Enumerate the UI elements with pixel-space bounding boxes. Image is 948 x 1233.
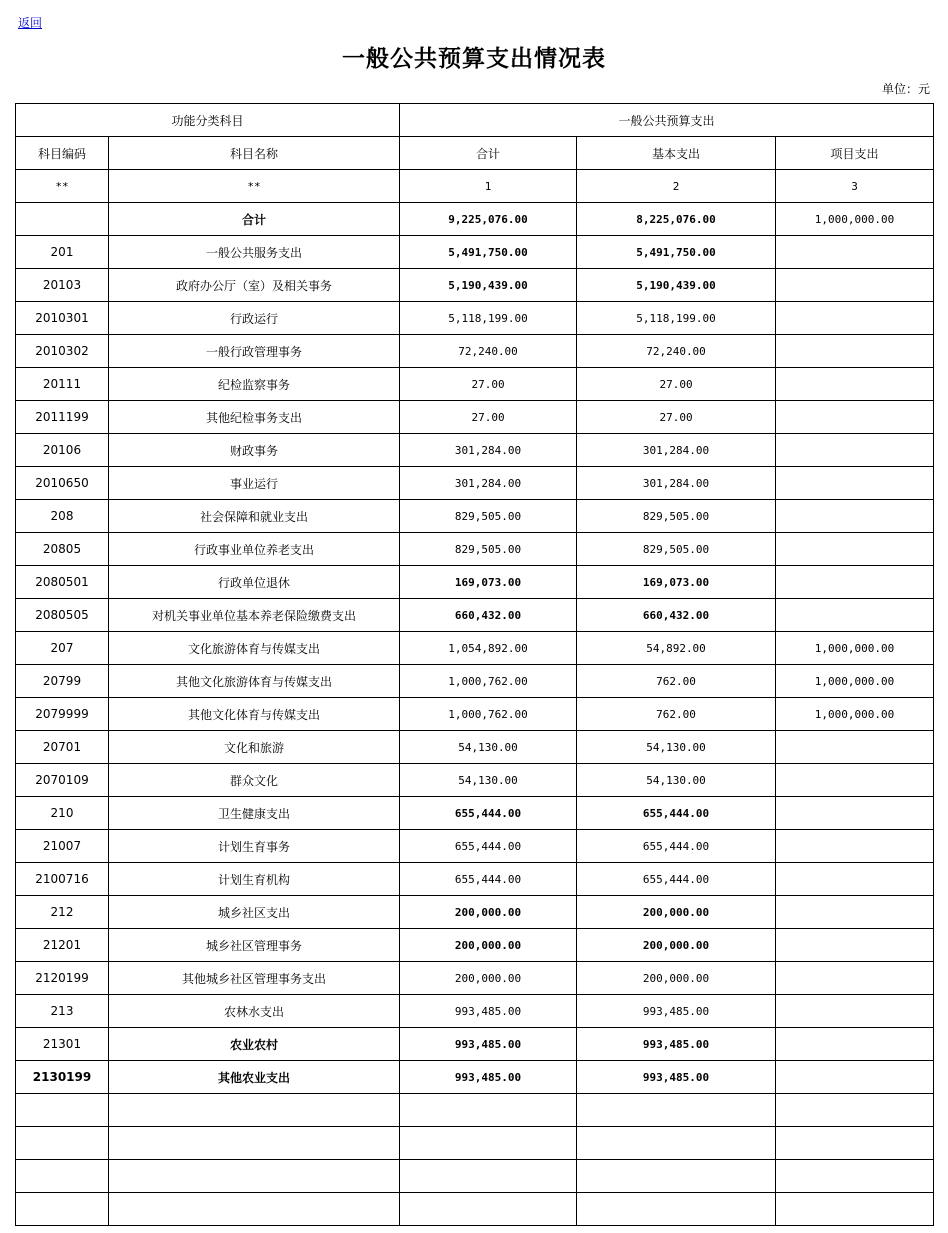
cell-name: 其他文化体育与传媒支出	[109, 698, 400, 731]
cell-project	[776, 830, 934, 863]
cell-code: 2130199	[16, 1061, 109, 1094]
cell-total	[400, 1094, 577, 1127]
table-row	[16, 896, 934, 929]
cell-basic	[577, 1160, 776, 1193]
cell-name: 农林水支出	[109, 995, 400, 1028]
table-row	[16, 368, 934, 401]
index-basic: 2	[577, 170, 776, 203]
cell-total: 54,130.00	[400, 764, 577, 797]
cell-project	[776, 896, 934, 929]
cell-code: 201	[16, 236, 109, 269]
cell-basic: 993,485.00	[577, 1028, 776, 1061]
page-title: 一般公共预算支出情况表	[342, 45, 606, 72]
cell-basic: 169,073.00	[577, 566, 776, 599]
cell-project	[776, 269, 934, 302]
cell-total	[400, 1127, 577, 1160]
cell-project	[776, 533, 934, 566]
cell-project: 1,000,000.00	[776, 203, 934, 236]
cell-project	[776, 962, 934, 995]
cell-project	[776, 335, 934, 368]
cell-name: 其他农业支出	[109, 1061, 400, 1094]
cell-basic: 655,444.00	[577, 863, 776, 896]
back-link[interactable]: 返回	[18, 16, 43, 30]
cell-name: 对机关事业单位基本养老保险缴费支出	[109, 599, 400, 632]
table-row	[16, 698, 934, 731]
cell-name: 政府办公厅（室）及相关事务	[109, 269, 400, 302]
table-row	[16, 467, 934, 500]
cell-name: 行政事业单位养老支出	[109, 533, 400, 566]
cell-code: 21301	[16, 1028, 109, 1061]
cell-total: 27.00	[400, 401, 577, 434]
table-row	[16, 1127, 934, 1160]
cell-name: 卫生健康支出	[109, 797, 400, 830]
cell-code	[16, 1193, 109, 1226]
cell-total: 200,000.00	[400, 962, 577, 995]
table-row	[16, 1061, 934, 1094]
cell-project: 1,000,000.00	[776, 665, 934, 698]
cell-total: 993,485.00	[400, 1061, 577, 1094]
cell-name: 行政运行	[109, 302, 400, 335]
header-column-row	[16, 137, 934, 170]
cell-code: 20805	[16, 533, 109, 566]
cell-basic: 301,284.00	[577, 434, 776, 467]
cell-project	[776, 1127, 934, 1160]
table-row	[16, 1094, 934, 1127]
cell-basic: 27.00	[577, 401, 776, 434]
cell-basic: 27.00	[577, 368, 776, 401]
cell-total: 655,444.00	[400, 830, 577, 863]
cell-code: 2011199	[16, 401, 109, 434]
cell-code: 2080505	[16, 599, 109, 632]
cell-total: 5,118,199.00	[400, 302, 577, 335]
table-row	[16, 962, 934, 995]
cell-name	[109, 1160, 400, 1193]
cell-name: 群众文化	[109, 764, 400, 797]
cell-total: 169,073.00	[400, 566, 577, 599]
cell-basic: 200,000.00	[577, 896, 776, 929]
cell-project: 1,000,000.00	[776, 632, 934, 665]
cell-total: 655,444.00	[400, 797, 577, 830]
cell-name: 纪检监察事务	[109, 368, 400, 401]
cell-basic: 301,284.00	[577, 467, 776, 500]
cell-total: 655,444.00	[400, 863, 577, 896]
table-row	[16, 566, 934, 599]
cell-code: 2070109	[16, 764, 109, 797]
table-body	[16, 203, 934, 1226]
cell-project	[776, 995, 934, 1028]
cell-name: 文化和旅游	[109, 731, 400, 764]
cell-code: 2080501	[16, 566, 109, 599]
cell-total: 5,190,439.00	[400, 269, 577, 302]
cell-basic	[577, 1193, 776, 1226]
cell-code: 2010302	[16, 335, 109, 368]
cell-basic: 72,240.00	[577, 335, 776, 368]
cell-total: 993,485.00	[400, 1028, 577, 1061]
table-row	[16, 995, 934, 1028]
cell-name: 一般行政管理事务	[109, 335, 400, 368]
cell-project	[776, 566, 934, 599]
cell-code	[16, 1160, 109, 1193]
cell-total: 1,000,762.00	[400, 698, 577, 731]
cell-name: 城乡社区管理事务	[109, 929, 400, 962]
cell-project	[776, 302, 934, 335]
cell-project	[776, 1061, 934, 1094]
cell-code: 210	[16, 797, 109, 830]
cell-project	[776, 401, 934, 434]
cell-total: 5,491,750.00	[400, 236, 577, 269]
cell-project	[776, 368, 934, 401]
header-function-category: 功能分类科目	[16, 104, 400, 137]
cell-basic: 54,130.00	[577, 764, 776, 797]
cell-project	[776, 236, 934, 269]
cell-code	[16, 203, 109, 236]
cell-total: 1,054,892.00	[400, 632, 577, 665]
table-row	[16, 302, 934, 335]
cell-basic: 54,130.00	[577, 731, 776, 764]
cell-name: 合计	[109, 203, 400, 236]
cell-name: 社会保障和就业支出	[109, 500, 400, 533]
table-row	[16, 830, 934, 863]
index-name: **	[109, 170, 400, 203]
cell-basic: 655,444.00	[577, 830, 776, 863]
cell-code	[16, 1094, 109, 1127]
cell-code	[16, 1127, 109, 1160]
table-row	[16, 863, 934, 896]
cell-basic: 5,491,750.00	[577, 236, 776, 269]
cell-basic: 660,432.00	[577, 599, 776, 632]
table-row	[16, 401, 934, 434]
cell-project	[776, 929, 934, 962]
table-row	[16, 731, 934, 764]
cell-code: 2079999	[16, 698, 109, 731]
cell-name: 城乡社区支出	[109, 896, 400, 929]
cell-project	[776, 1160, 934, 1193]
unit-label: 单位：元	[881, 82, 930, 96]
header-name: 科目名称	[109, 137, 400, 170]
table-row	[16, 500, 934, 533]
cell-basic	[577, 1127, 776, 1160]
cell-project	[776, 1193, 934, 1226]
cell-total: 993,485.00	[400, 995, 577, 1028]
cell-code: 2010650	[16, 467, 109, 500]
cell-code: 207	[16, 632, 109, 665]
table-row	[16, 269, 934, 302]
cell-name	[109, 1127, 400, 1160]
cell-code: 21201	[16, 929, 109, 962]
cell-code: 20799	[16, 665, 109, 698]
table-row	[16, 632, 934, 665]
cell-name: 文化旅游体育与传媒支出	[109, 632, 400, 665]
cell-basic: 993,485.00	[577, 1061, 776, 1094]
cell-name: 事业运行	[109, 467, 400, 500]
cell-code: 20701	[16, 731, 109, 764]
table-row	[16, 1193, 934, 1226]
cell-basic: 762.00	[577, 698, 776, 731]
cell-code: 20111	[16, 368, 109, 401]
table-row	[16, 764, 934, 797]
cell-basic: 8,225,076.00	[577, 203, 776, 236]
table-row	[16, 665, 934, 698]
cell-name: 计划生育机构	[109, 863, 400, 896]
table-row	[16, 335, 934, 368]
cell-total: 1,000,762.00	[400, 665, 577, 698]
table-row	[16, 203, 934, 236]
cell-project: 1,000,000.00	[776, 698, 934, 731]
cell-basic: 993,485.00	[577, 995, 776, 1028]
cell-code: 212	[16, 896, 109, 929]
cell-code: 20103	[16, 269, 109, 302]
table-row	[16, 434, 934, 467]
cell-total: 200,000.00	[400, 896, 577, 929]
cell-project	[776, 599, 934, 632]
cell-project	[776, 1028, 934, 1061]
cell-code: 213	[16, 995, 109, 1028]
table-row	[16, 1028, 934, 1061]
table-row	[16, 236, 934, 269]
cell-project	[776, 1094, 934, 1127]
cell-project	[776, 797, 934, 830]
cell-name: 行政单位退休	[109, 566, 400, 599]
cell-total: 829,505.00	[400, 500, 577, 533]
cell-total: 200,000.00	[400, 929, 577, 962]
cell-basic: 5,190,439.00	[577, 269, 776, 302]
cell-name: 农业农村	[109, 1028, 400, 1061]
header-basic: 基本支出	[577, 137, 776, 170]
cell-total: 72,240.00	[400, 335, 577, 368]
cell-code: 2120199	[16, 962, 109, 995]
cell-basic: 200,000.00	[577, 962, 776, 995]
cell-code: 20106	[16, 434, 109, 467]
cell-name	[109, 1193, 400, 1226]
cell-name	[109, 1094, 400, 1127]
table-row	[16, 1160, 934, 1193]
index-code: **	[16, 170, 109, 203]
budget-table	[15, 103, 934, 1226]
cell-total: 660,432.00	[400, 599, 577, 632]
cell-name: 其他纪检事务支出	[109, 401, 400, 434]
cell-basic: 54,892.00	[577, 632, 776, 665]
cell-project	[776, 731, 934, 764]
header-index-row	[16, 170, 934, 203]
table-row	[16, 599, 934, 632]
cell-total: 301,284.00	[400, 467, 577, 500]
index-project: 3	[776, 170, 934, 203]
cell-total: 301,284.00	[400, 434, 577, 467]
cell-basic: 829,505.00	[577, 533, 776, 566]
cell-name: 其他文化旅游体育与传媒支出	[109, 665, 400, 698]
cell-name: 计划生育事务	[109, 830, 400, 863]
header-project: 项目支出	[776, 137, 934, 170]
cell-basic: 655,444.00	[577, 797, 776, 830]
cell-code: 2100716	[16, 863, 109, 896]
header-code: 科目编码	[16, 137, 109, 170]
cell-total: 27.00	[400, 368, 577, 401]
cell-code: 2010301	[16, 302, 109, 335]
cell-name: 其他城乡社区管理事务支出	[109, 962, 400, 995]
cell-total: 9,225,076.00	[400, 203, 577, 236]
cell-basic: 200,000.00	[577, 929, 776, 962]
header-total: 合计	[400, 137, 577, 170]
cell-project	[776, 500, 934, 533]
cell-project	[776, 863, 934, 896]
cell-project	[776, 764, 934, 797]
cell-project	[776, 467, 934, 500]
cell-total	[400, 1160, 577, 1193]
table-row	[16, 929, 934, 962]
cell-total: 54,130.00	[400, 731, 577, 764]
header-public-budget: 一般公共预算支出	[400, 104, 934, 137]
cell-name: 财政事务	[109, 434, 400, 467]
table-row	[16, 797, 934, 830]
cell-name: 一般公共服务支出	[109, 236, 400, 269]
cell-basic: 829,505.00	[577, 500, 776, 533]
cell-total: 829,505.00	[400, 533, 577, 566]
cell-code: 208	[16, 500, 109, 533]
table-row	[16, 533, 934, 566]
header-group-row	[16, 104, 934, 137]
cell-basic	[577, 1094, 776, 1127]
index-total: 1	[400, 170, 577, 203]
cell-basic: 762.00	[577, 665, 776, 698]
cell-project	[776, 434, 934, 467]
cell-code: 21007	[16, 830, 109, 863]
cell-basic: 5,118,199.00	[577, 302, 776, 335]
cell-total	[400, 1193, 577, 1226]
